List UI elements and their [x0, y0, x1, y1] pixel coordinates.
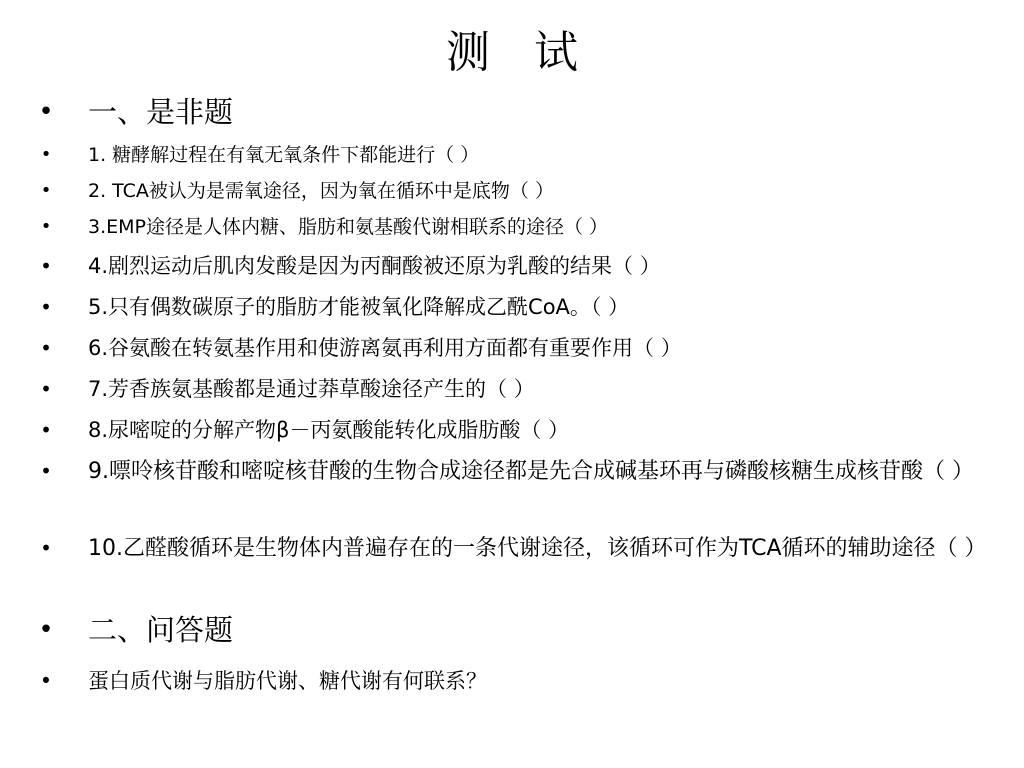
section-heading-essay	[38, 611, 984, 649]
question-item-6	[40, 331, 984, 365]
question-text: 5.只有偶数碳原子的脂肪才能被氧化降解成乙酰CoA。（ ）	[88, 295, 630, 319]
question-item-2	[40, 177, 984, 205]
question-item-4	[40, 249, 984, 283]
question-text: 9.嘌呤核苷酸和嘧啶核苷酸的生物合成途径都是先合成碱基环再与磷酸核糖生成核苷酸（ ）	[88, 459, 974, 484]
section-heading-text: 一、是非题	[88, 95, 234, 129]
question-item-8	[40, 413, 984, 447]
title-char-1: 测	[446, 27, 490, 78]
bullet-dot: •	[38, 97, 54, 127]
question-item-9	[40, 456, 984, 487]
question-item-10	[40, 533, 987, 564]
bullet-dot: •	[40, 418, 52, 442]
question-text: 4.剧烈运动后肌肉发酸是因为丙酮酸被还原为乳酸的结果（ ）	[88, 254, 661, 278]
question-item-5	[40, 290, 984, 324]
bullet-dot: •	[40, 295, 52, 319]
question-item-1	[40, 141, 984, 169]
section-heading-true-false	[38, 93, 984, 131]
question-text: 3.EMP途径是人体内糖、脂肪和氨基酸代谢相联系的途径（ ）	[88, 216, 609, 238]
bullet-dot: •	[40, 144, 52, 165]
bullet-dot: •	[38, 615, 54, 645]
question-text: 10.乙醛酸循环是生物体内普遍存在的一条代谢途径，该循环可作为TCA循环的辅助途径（ ）	[88, 536, 987, 561]
bullet-dot: •	[40, 536, 52, 560]
question-item-3	[40, 213, 984, 241]
bullet-dot: •	[40, 336, 52, 360]
question-text: 7.芳香族氨基酸都是通过莽草酸途径产生的（ ）	[88, 377, 535, 401]
bullet-dot: •	[40, 216, 52, 237]
section-heading-text: 二、问答题	[88, 613, 234, 647]
question-text: 8.尿嘧啶的分解产物β－丙氨酸能转化成脂肪酸（ ）	[88, 418, 570, 442]
bullet-dot: •	[40, 254, 52, 278]
question-text: 2. TCA被认为是需氧途径，因为氧在循环中是底物（ ）	[88, 180, 554, 202]
bullet-dot: •	[40, 180, 52, 201]
question-text: 1. 糖酵解过程在有氧无氧条件下都能进行（ ）	[88, 144, 480, 166]
question-text: 6.谷氨酸在转氨基作用和使游离氨再利用方面都有重要作用（ ）	[88, 336, 682, 360]
title-char-2: 试	[534, 27, 578, 78]
essay-question-1	[39, 666, 984, 696]
bullet-dot: •	[40, 377, 52, 401]
question-item-7	[40, 372, 984, 406]
bullet-dot: •	[40, 459, 52, 483]
bullet-dot: •	[39, 669, 53, 693]
question-text: 蛋白质代谢与脂肪代谢、糖代谢有何联系？	[88, 669, 487, 693]
